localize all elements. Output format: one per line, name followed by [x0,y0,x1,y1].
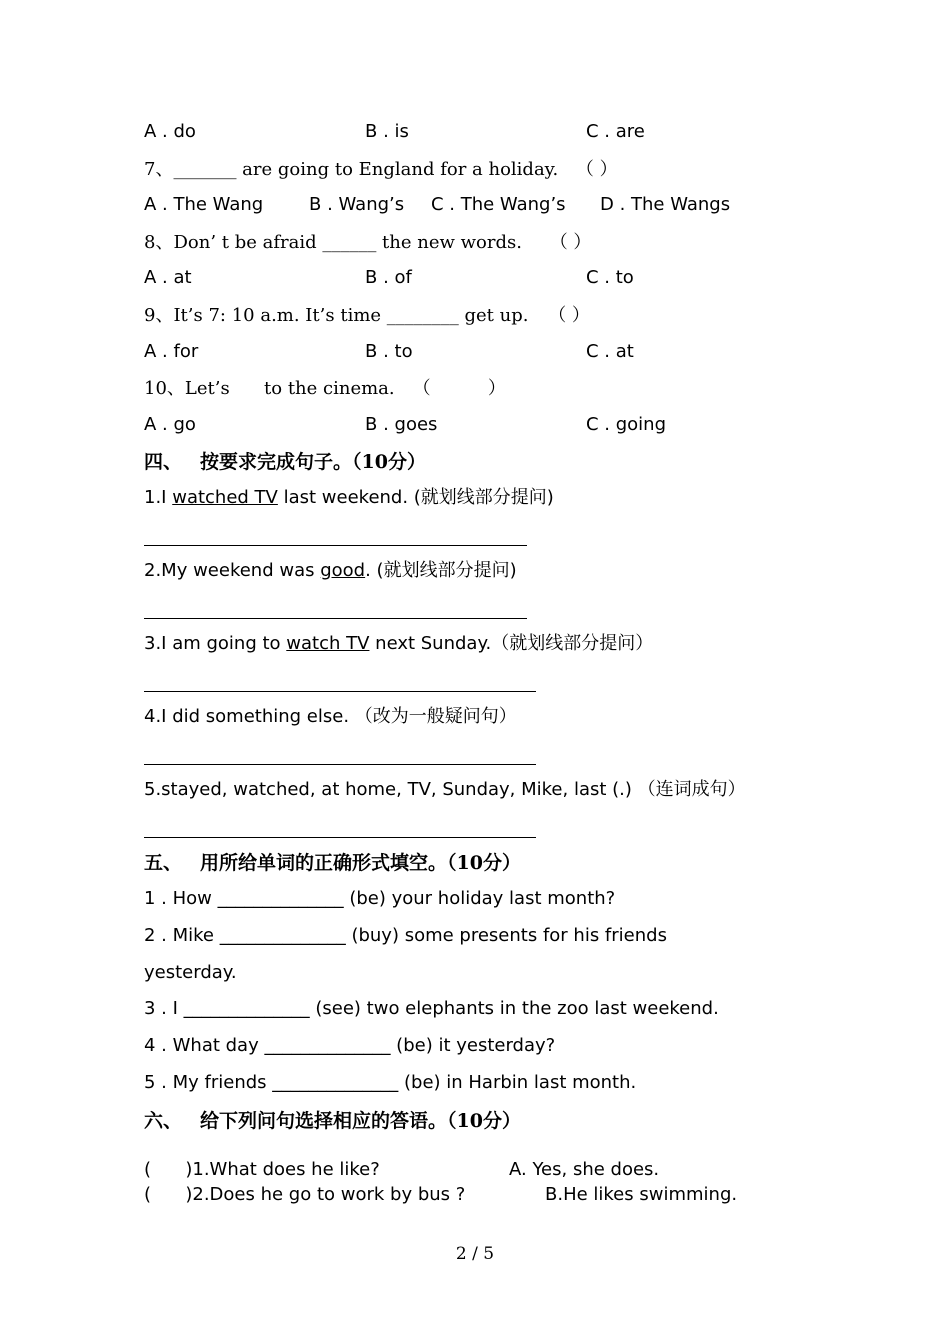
section4-title: 按要求完成句子。（10分） [200,451,426,473]
q10-answer-paren: （ ） [412,378,506,399]
section6-heading [144,1108,521,1134]
s4-item-3-pre: 3.I am going to [144,633,287,654]
q7-option-d: D . The Wangs [600,194,731,215]
q8-text [144,231,591,255]
s4-item-1-pre: 1.I [144,487,173,508]
s4-item-1-underlined: watched TV [172,487,278,508]
s4-answer-line-1[interactable] [144,545,527,546]
q8-answer-paren: （ ） [549,232,592,253]
q7-stem: 7、_______ are going to England for a holiday. [144,159,559,180]
s4-item-3-post: next Sunday.（就划线部分提问） [369,633,654,654]
q8-stem: 8、Don’ t be afraid ______ the new words. [144,232,522,253]
section5-heading [144,850,521,876]
s4-item-2-post: . (就划线部分提问) [365,560,517,581]
q10-option-b: B . goes [365,414,438,435]
section4-heading [144,449,426,475]
s5-item-2: 2 . Mike ______________ (buy) some presents for his friends [144,925,667,946]
q9-answer-paren: （ ） [548,305,590,326]
s5-item-3: 3 . I ______________ (see) two elephants in the zoo last weekend. [144,998,719,1019]
page-number: 2 / 5 [455,1244,495,1264]
s4-item-1 [144,486,554,510]
q7-text [144,158,618,182]
s5-item-4: 4 . What day ______________ (be) it yesterday? [144,1035,556,1056]
q10-option-c: C . going [586,414,667,435]
s4-item-2-pre: 2.My weekend was [144,560,321,581]
q8-option-b: B . of [365,267,412,288]
section5-number: 五、 [144,852,183,874]
s4-item-5-text: 5.stayed, watched, at home, TV, Sunday, Mike, last (.) （连词成句） [144,779,746,800]
q9-stem: 9、It’s 7: 10 a.m. It’s time ________ get up. [144,305,529,326]
q7-answer-paren: （ ） [575,159,618,180]
section4-number: 四、 [144,451,183,473]
q7-option-a: A . The Wang [144,194,264,215]
s4-item-1-post: last weekend. (就划线部分提问) [277,487,554,508]
q10-text [144,377,506,401]
section6-title: 给下列问句选择相应的答语。（10分） [200,1110,521,1132]
s4-item-5 [144,778,746,802]
s4-item-4 [144,705,517,729]
s6-answer-a: A. Yes, she does. [509,1159,660,1180]
s6-question-1: ( )1.What does he like? [144,1159,380,1180]
s4-item-3-underlined: watch TV [286,633,370,654]
s4-answer-line-3[interactable] [144,691,536,692]
q8-option-c: C . to [586,267,634,288]
q6-option-a: A . do [144,121,196,142]
s4-item-2-underlined: good [320,560,366,581]
q6-option-b: B . is [365,121,409,142]
s4-answer-line-5[interactable] [144,837,536,838]
section5-title: 用所给单词的正确形式填空。（10分） [200,852,521,874]
s4-item-3 [144,632,653,656]
s5-item-2-cont: yesterday. [144,962,237,983]
s4-item-2 [144,559,517,583]
q9-option-c: C . at [586,341,634,362]
q9-option-b: B . to [365,341,413,362]
s6-answer-b: B.He likes swimming. [545,1184,738,1205]
q8-option-a: A . at [144,267,192,288]
q7-option-c: C . The Wang’s [431,194,566,215]
q10-option-a: A . go [144,414,196,435]
q9-option-a: A . for [144,341,199,362]
s4-item-4-text: 4.I did something else. （改为一般疑问句） [144,706,517,727]
s4-answer-line-2[interactable] [144,618,527,619]
s5-item-5: 5 . My friends ______________ (be) in Harbin last month. [144,1072,637,1093]
s5-item-1: 1 . How ______________ (be) your holiday last month? [144,888,616,909]
s4-answer-line-4[interactable] [144,764,536,765]
q10-stem: 10、Let’s to the cinema. [144,378,395,399]
q7-option-b: B . Wang’s [309,194,405,215]
q9-text [144,304,590,328]
section6-number: 六、 [144,1110,183,1132]
s6-question-2: ( )2.Does he go to work by bus ? [144,1184,466,1205]
q6-option-c: C . are [586,121,645,142]
